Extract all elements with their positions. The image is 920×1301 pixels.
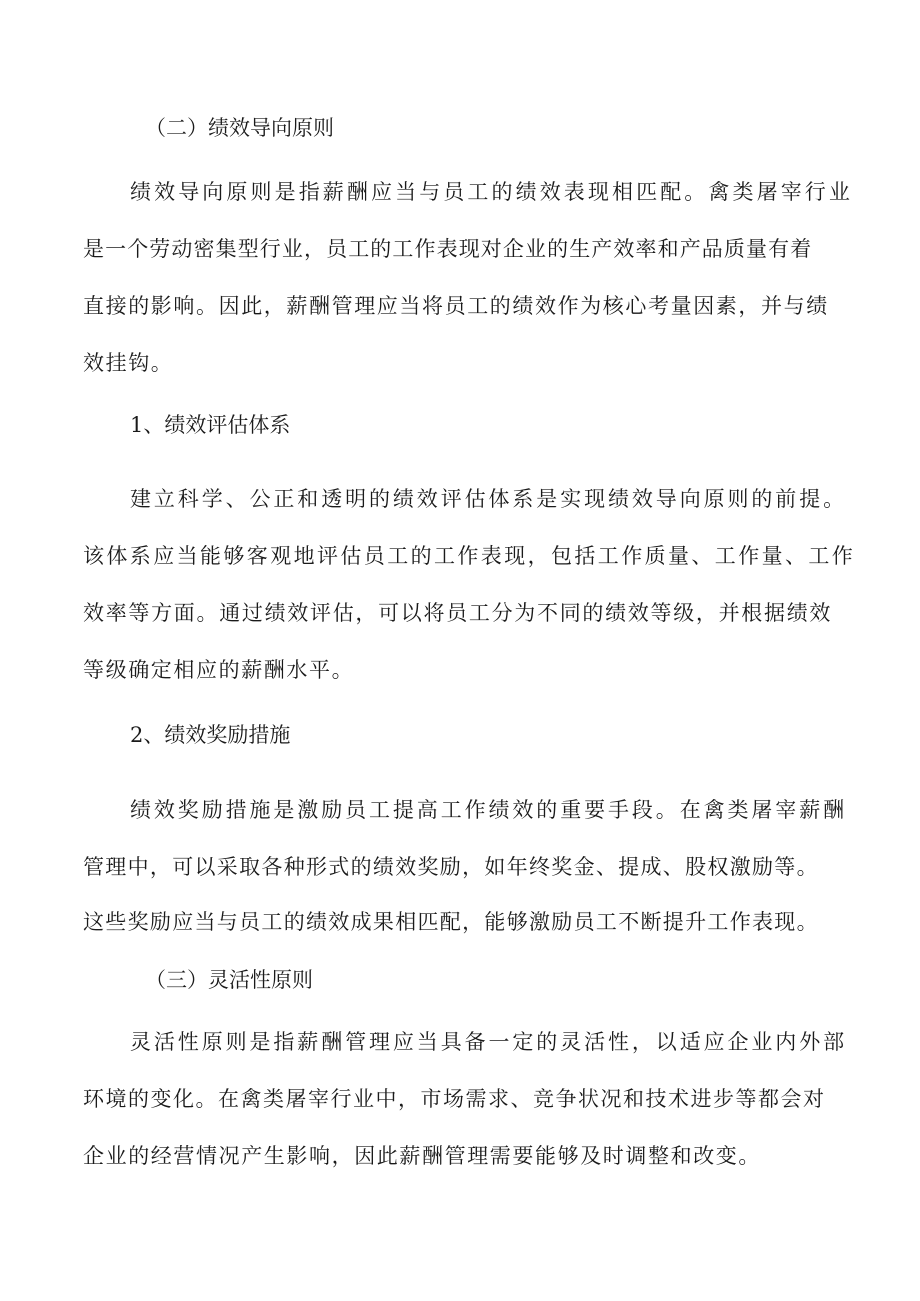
paragraph-line: 绩效奖励措施是激励员工提高工作绩效的重要手段。在禽类屠宰薪酬 bbox=[130, 798, 847, 822]
paragraph-line: 效挂钩。 bbox=[83, 351, 174, 375]
section-heading-flexibility: （三）灵活性原则 bbox=[145, 968, 313, 992]
paragraph-line: 绩效导向原则是指薪酬应当与员工的绩效表现相匹配。禽类屠宰行业 bbox=[130, 180, 853, 204]
paragraph-line: 直接的影响。因此，薪酬管理应当将员工的绩效作为核心考量因素，并与绩 bbox=[83, 294, 829, 318]
paragraph-line: 效率等方面。通过绩效评估，可以将员工分为不同的绩效等级，并根据绩效 bbox=[83, 601, 833, 625]
paragraph-line: 管理中，可以采取各种形式的绩效奖励，如年终奖金、提成、股权激励等。 bbox=[83, 855, 819, 879]
paragraph-line: 灵活性原则是指薪酬管理应当具备一定的灵活性，以适应企业内外部 bbox=[130, 1030, 847, 1054]
paragraph-line: 是一个劳动密集型行业，员工的工作表现对企业的生产效率和产品质量有着 bbox=[83, 237, 813, 261]
paragraph-line: 该体系应当能够客观地评估员工的工作表现，包括工作质量、工作量、工作 bbox=[83, 544, 856, 568]
subsection-heading-evaluation-system: 1、绩效评估体系 bbox=[130, 413, 291, 437]
paragraph-line: 环境的变化。在禽类屠宰行业中，市场需求、竞争状况和技术进步等都会对 bbox=[83, 1087, 826, 1111]
subsection-heading-incentive-measures: 2、绩效奖励措施 bbox=[130, 723, 291, 747]
paragraph-line: 建立科学、公正和透明的绩效评估体系是实现绩效导向原则的前提。 bbox=[130, 487, 847, 511]
paragraph-line: 等级确定相应的薪酬水平。 bbox=[83, 658, 355, 682]
paragraph-line: 企业的经营情况产生影响，因此薪酬管理需要能够及时调整和改变。 bbox=[83, 1144, 761, 1168]
section-heading-performance-orientation: （二）绩效导向原则 bbox=[145, 116, 334, 140]
paragraph-line: 这些奖励应当与员工的绩效成果相匹配，能够激励员工不断提升工作表现。 bbox=[83, 910, 819, 934]
